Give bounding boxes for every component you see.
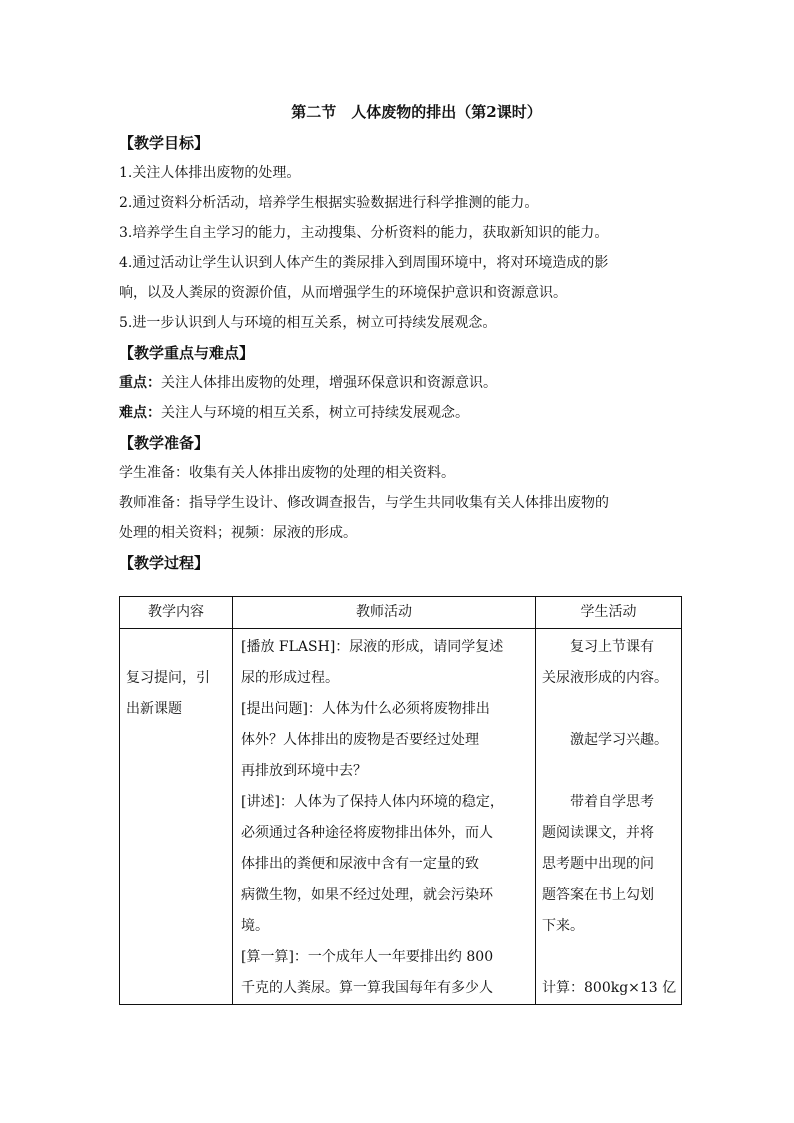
goal-2: 2.通过资料分析活动，培养学生根据实验数据进行科学推测的能力。 bbox=[119, 195, 539, 211]
teacher-line-11: [算一算]：一个成年人一年要排出约 800 bbox=[241, 949, 494, 965]
student-line-11 bbox=[542, 942, 675, 973]
student-cell bbox=[536, 629, 682, 1005]
focus-heading: 【教学重点与难点】 bbox=[119, 344, 255, 362]
difficulty-label: 难点： bbox=[119, 405, 161, 421]
student-line-4: 激起学习兴趣。 bbox=[570, 732, 668, 748]
student-line-6: 带着自学思考 bbox=[570, 794, 654, 810]
difficulty-text: 关注人与环境的相互关系，树立可持续发展观念。 bbox=[161, 405, 469, 421]
prep-teacher-line-2: 处理的相关资料；视频：尿液的形成。 bbox=[119, 525, 357, 541]
table-header-row bbox=[120, 597, 682, 629]
focus-text: 关注人体排出废物的处理，增强环保意识和资源意识。 bbox=[161, 375, 497, 391]
teacher-line-12: 千克的人粪尿。算一算我国每年有多少人 bbox=[241, 980, 493, 996]
content-line-1: 复习提问，引 bbox=[126, 670, 210, 686]
goal-1: 1.关注人体排出废物的处理。 bbox=[119, 165, 301, 181]
teacher-line-6: [讲述]：人体为了保持人体内环境的稳定， bbox=[241, 794, 504, 810]
teacher-line-7: 必须通过各种途径将废物排出体外，而人 bbox=[241, 825, 493, 841]
focus-line bbox=[119, 368, 684, 398]
student-line-3 bbox=[542, 694, 675, 725]
page-title: 第二节 人体废物的排出（第2课时） bbox=[291, 103, 542, 121]
teacher-line-10: 境。 bbox=[241, 918, 269, 934]
student-line-12: 计算：800kg×13 亿 bbox=[542, 980, 677, 996]
table-row bbox=[120, 629, 682, 1005]
header-teacher: 教师活动 bbox=[233, 597, 536, 629]
goal-3: 3.培养学生自主学习的能力，主动搜集、分析资料的能力，获取新知识的能力。 bbox=[119, 225, 609, 241]
process-heading: 【教学过程】 bbox=[119, 554, 210, 572]
student-line-8: 思考题中出现的问 bbox=[542, 856, 654, 872]
teacher-line-8: 体排出的粪便和尿液中含有一定量的致 bbox=[241, 856, 479, 872]
prep-teacher-line-1: 教师准备：指导学生设计、修改调查报告，与学生共同收集有关人体排出废物的 bbox=[119, 495, 609, 511]
content-line-2: 出新课题 bbox=[126, 701, 182, 717]
goals-heading: 【教学目标】 bbox=[119, 134, 210, 152]
student-line-9: 题答案在书上勾划 bbox=[542, 887, 654, 903]
teacher-line-5: 再排放到环境中去？ bbox=[241, 763, 367, 779]
teacher-line-1: [播放 FLASH]：尿液的形成，请同学复述 bbox=[241, 639, 504, 655]
difficulty-line bbox=[119, 398, 684, 428]
goal-4: 4.通过活动让学生认识到人体产生的粪尿排入到周围环境中，将对环境造成的影 bbox=[119, 255, 609, 271]
content-cell bbox=[120, 629, 233, 1005]
prep-heading: 【教学准备】 bbox=[119, 434, 210, 452]
prep-student: 学生准备：收集有关人体排出废物的处理的相关资料。 bbox=[119, 465, 455, 481]
student-line-5 bbox=[542, 756, 675, 787]
goal-5: 5.进一步认识到人与环境的相互关系，树立可持续发展观念。 bbox=[119, 315, 497, 331]
student-line-10: 下来。 bbox=[542, 918, 584, 934]
teacher-line-2: 尿的形成过程。 bbox=[241, 670, 339, 686]
teacher-line-9: 病微生物，如果不经过处理，就会污染环 bbox=[241, 887, 493, 903]
student-line-7: 题阅读课文，并将 bbox=[542, 825, 654, 841]
teacher-line-4: 体外？人体排出的废物是否要经过处理 bbox=[241, 732, 479, 748]
teacher-cell bbox=[233, 629, 536, 1005]
header-content: 教学内容 bbox=[120, 597, 233, 629]
header-student: 学生活动 bbox=[536, 597, 682, 629]
teacher-line-3: [提出问题]：人体为什么必须将废物排出 bbox=[241, 701, 490, 717]
document-body bbox=[119, 96, 684, 578]
process-table bbox=[119, 596, 682, 1005]
student-line-2: 关尿液形成的内容。 bbox=[542, 670, 668, 686]
student-line-1: 复习上节课有 bbox=[570, 639, 654, 655]
focus-label: 重点： bbox=[119, 375, 161, 391]
goal-4-continued: 响，以及人粪尿的资源价值，从而增强学生的环境保护意识和资源意识。 bbox=[119, 285, 567, 301]
